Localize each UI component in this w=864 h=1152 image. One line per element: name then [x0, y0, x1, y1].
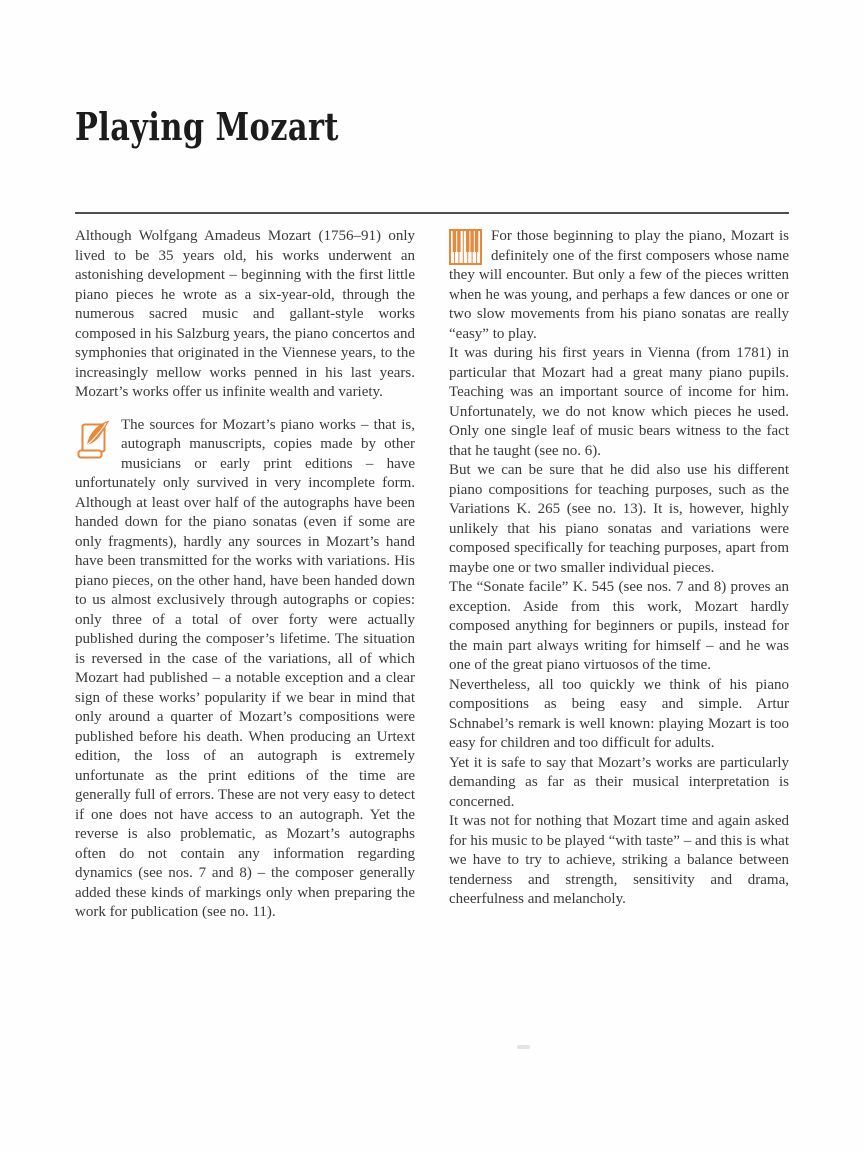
piano-keys-icon — [449, 229, 482, 265]
paragraph-text: Nevertheless, all too quickly we think of his piano compositions as being easy and simple. Artur Schnabel’s remark is well known: playing Mozart is too easy for children and too difficult for adults. — [449, 676, 789, 751]
paragraph-teaching-purposes — [449, 461, 789, 578]
page-title: Playing Mozart — [75, 104, 339, 149]
paragraph-text: For those beginning to play the piano, Mozart is definitely one of the first composers whose name they will encounter. But only a few of the pieces written when he was young, and perhaps a few dances or one or two slow movements from his piano sonatas are really “easy” to play. — [449, 228, 789, 342]
paragraph-text: Although Wolfgang Amadeus Mozart (1756–91) only lived to be 35 years old, his works underwent an astonishing development – beginning with the first little piano pieces he wrote as a six-year-old, through the numerous sacred music and gallant-style works composed in his Salzburg years, the piano concertos and symphonies that originated in the Viennese years, to the increasingly mellow works penned in his last years. Mozart’s works offer us infinite wealth and variety. — [75, 228, 415, 400]
paragraph-text: It was not for nothing that Mozart time and again asked for his music to be played “with taste” – and this is what we have to try to achieve, striking a balance between tenderness and strength, sensitivity and drama, cheerfulness and melancholy. — [449, 813, 789, 907]
scan-artifact — [517, 1045, 530, 1049]
paragraph-sonate-facile — [449, 578, 789, 676]
paragraph-interpretation — [449, 754, 789, 813]
paragraph-sources — [75, 416, 415, 923]
quill-manuscript-icon — [75, 418, 112, 461]
paragraph-vienna-pupils — [449, 344, 789, 461]
right-column — [449, 227, 789, 923]
paragraph-beginners — [449, 227, 789, 344]
paragraph-text: The “Sonate facile” K. 545 (see nos. 7 and 8) proves an exception. Aside from this work, Mozart hardly composed anything for beginners or pupils, instead for the main part always writing for himself – and he was one of the great piano virtuosos of the time. — [449, 579, 789, 673]
paragraph-intro — [75, 227, 415, 403]
paragraph-schnabel-remark — [449, 676, 789, 754]
paragraph-text: But we can be sure that he did also use his different piano compositions for teaching purposes, such as the Variations K. 265 (see no. 13). It is, however, highly unlikely that his piano sonatas and variations were composed specifically for teaching purposes, apart from maybe one or two smaller individual pieces. — [449, 462, 789, 576]
text-columns — [75, 227, 789, 923]
paragraph-text: Yet it is safe to say that Mozart’s works are particularly demanding as far as their musical interpretation is concerned. — [449, 754, 789, 810]
left-column — [75, 227, 415, 923]
paragraph-text: It was during his first years in Vienna (from 1781) in particular that Mozart had a great many piano pupils. Teaching was an important source of income for him. Unfortunately, we do not know which pieces he used. Only one single leaf of music bears witness to the fact that he taught (see no. 6). — [449, 345, 789, 459]
paragraph-text: The sources for Mozart’s piano works – that is, autograph manuscripts, copies made by other musicians or early print editions – have unfortunately only survived in very incomplete form. Although at least over half of the autographs have been handed down for the piano sonatas (even if some are only fragments), hardly any sources in Mozart’s hand have been transmitted for the works with variations. His piano pieces, on the other hand, have been handed down to us almost exclusively through autographs or copies: only three of a total of over forty were actually published during the composer’s lifetime. The situation is reversed in the case of the variations, all of which Mozart had published – a notable exception and a clear sign of these works’ popularity if we bear in mind that only around a quarter of Mozart’s compositions were published before his death. When producing an Urtext edition, the loss of an autograph is extremely unfortunate as the print editions of the time are generally full of errors. These are not very easy to detect if one does not have access to an autograph. Yet the reverse is also problematic, as Mozart’s autographs often do not contain any information regarding dynamics (see nos. 7 and 8) – the composer generally added these kinds of markings only when preparing the work for publication (see no. 11). — [75, 416, 415, 920]
paragraph-with-taste — [449, 812, 789, 910]
title-divider-rule — [75, 212, 789, 214]
